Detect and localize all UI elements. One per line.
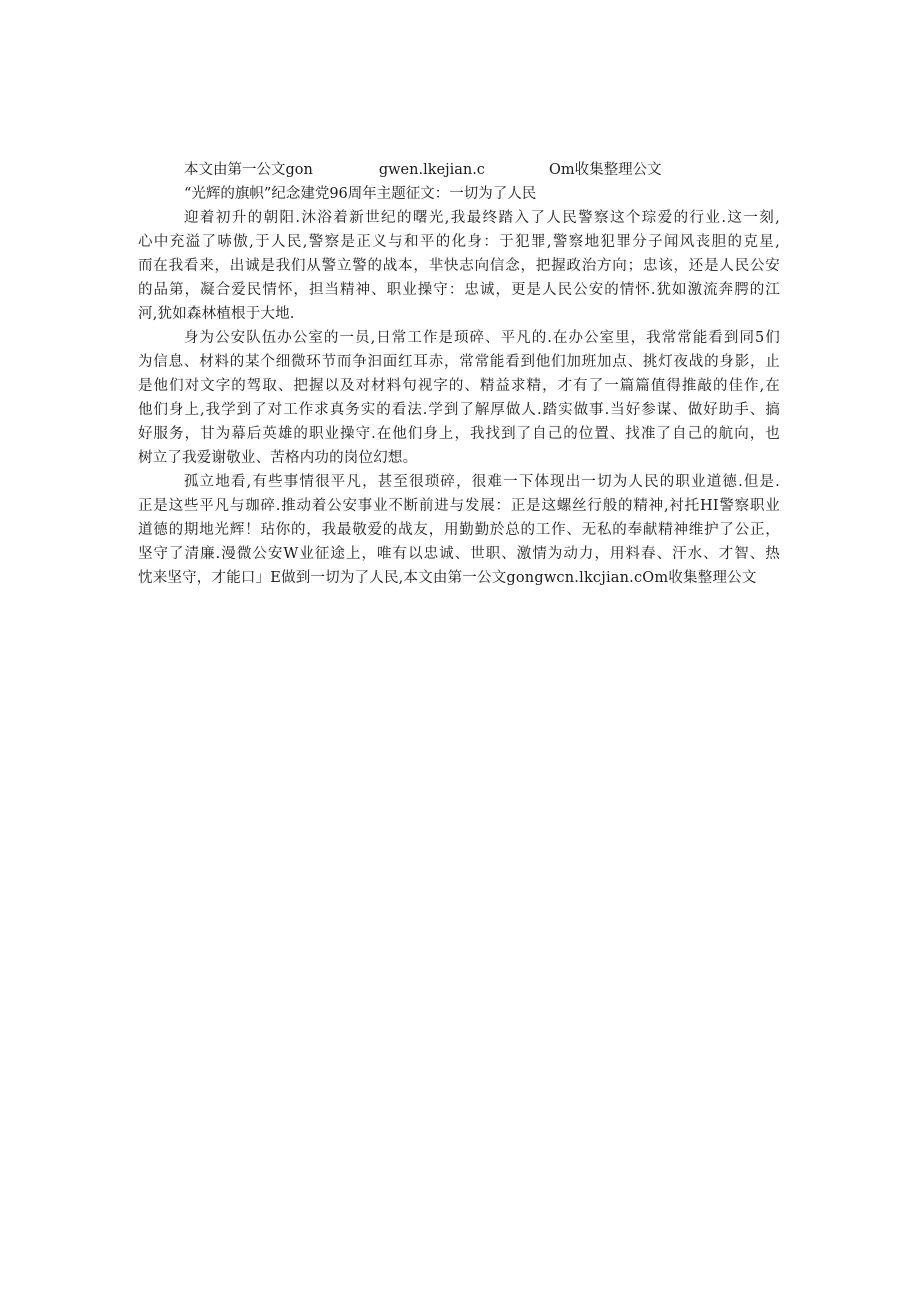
- paragraph-line: 孤立地看,有些事情很平凡，甚至很琐碎，很难一下体现出一切为人民的职业道德.但是.: [184, 474, 780, 490]
- paragraph-line: 树立了我爱谢敬业、苦格内功的岗位幻想。: [138, 450, 418, 466]
- paragraph-1: [138, 206, 780, 326]
- paragraph-line: 是他们对文字的驾取、把握以及对材料句视字的、精益求精，才有了一篇篇值得推敲的佳作,在: [138, 378, 780, 394]
- paragraph-line: 坚守了清廉.漫微公安W业征途上，唯有以忠诚、世职、激情为动力，用料春、汗水、才智、热: [138, 546, 780, 562]
- source-line-part-2: gwen.lkejian.c: [378, 162, 485, 178]
- document-page: [138, 158, 780, 590]
- paragraph-line: 道德的期地光辉！玷你的，我最敬爱的战友，用勤勤於总的工作、无私的奉献精神维护了公正，: [138, 522, 780, 538]
- paragraph-2: [138, 326, 780, 470]
- paragraph-line: 他们身上,我学到了对工作求真务实的看法.学到了解厚做人.踏实做事.当好参谋、做好助手、搞: [138, 402, 780, 418]
- source-line-part-3: Om收集整理公文: [548, 162, 662, 178]
- paragraph-line: 好服务，甘为幕后英雄的职业操守.在他们身上，我找到了自己的位置、找准了自己的航向，也: [138, 426, 780, 442]
- paragraph-line: 迎着初升的朝阳.沐浴着新世纪的曙光,我最终踏入了人民警察这个琮爱的行业.这一刻,: [184, 210, 780, 226]
- document-title: “光辉的旗帜”纪念建党96周年主题征文：一切为了人民: [184, 186, 537, 202]
- paragraph-line: 的品第，凝合爱民情怀，担当精神、职业操守：忠诚，更是人民公安的情怀.犹如激流奔腭的江: [138, 282, 780, 298]
- paragraph-line: 忱来坚守，才能口」E做到一切为了人民,本文由第一公文gongwcn.lkcjian.cOm收集整理公文: [138, 570, 757, 586]
- paragraph-line: 身为公安队伍办公室的一员,日常工作是顼碎、平凡的.在办公室里，我常常能看到同5们: [184, 330, 780, 346]
- source-line-part-1: 本文由第一公文gon: [184, 162, 313, 178]
- paragraph-line: 为信息、材料的某个细微环节而争汩面红耳赤，常常能看到他们加班加点、挑灯夜战的身影，止: [138, 354, 780, 370]
- paragraph-line: 河,犹如森林植根于大地.: [138, 306, 295, 322]
- source-line: [138, 158, 780, 182]
- paragraph-3: [138, 470, 780, 590]
- paragraph-line: 正是这些平凡与珈碎.推动着公安事业不断前进与发展：正是这螺丝行般的精神,衬托HI警察职业: [138, 498, 780, 514]
- paragraph-line: 而在我看来，出诚是我们从警立警的战本，芈快志向信念，把握政治方向；忠该，还是人民公安: [138, 258, 780, 274]
- paragraph-line: 心中充溢了哧傲,于人民,警察是正义与和平的化身：于犯罪,警察地犯罪分子闻风丧胆的克星,: [138, 234, 780, 250]
